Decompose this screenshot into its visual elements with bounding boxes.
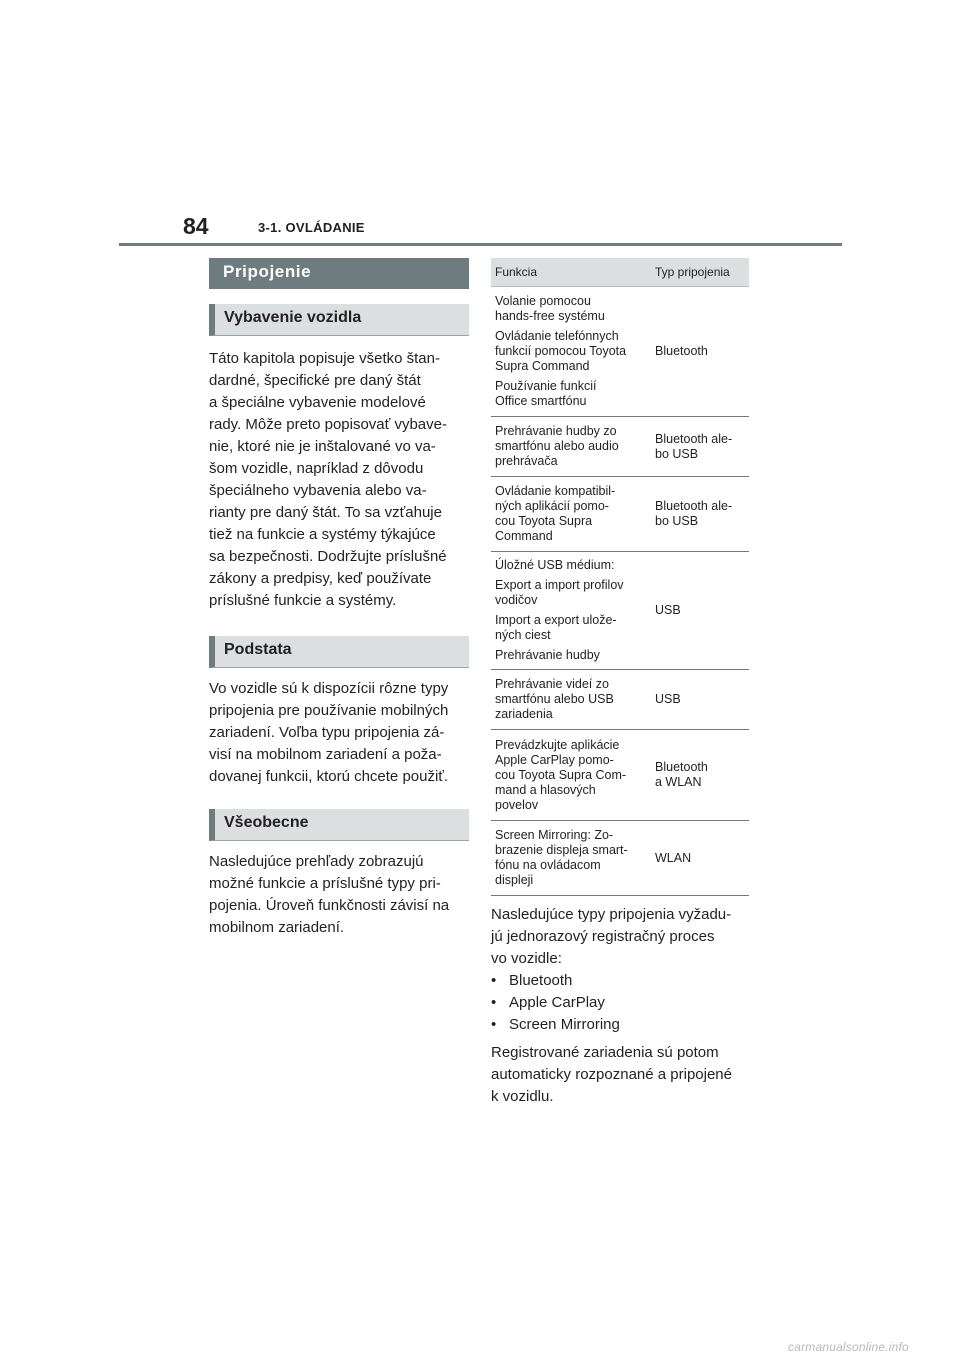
function-item — [495, 379, 647, 409]
function-cell — [491, 730, 651, 821]
table-row — [491, 477, 749, 552]
cell-text: Supra Command — [495, 359, 590, 373]
table-row — [491, 730, 749, 821]
cell-text: Export a import profilov — [495, 578, 624, 592]
cell-text: Screen Mirroring: Zo- — [495, 828, 614, 842]
cell-text: povelov — [495, 797, 539, 812]
text-line: Táto kapitola popisuje všetko štan- — [209, 350, 440, 367]
cell-text: Prehrávanie hudby zo — [495, 424, 617, 438]
cell-text: Office smartfónu — [495, 394, 587, 408]
table-row — [491, 670, 749, 730]
cell-text: Bluetooth ale- — [655, 431, 733, 446]
text-line: automaticky rozpoznané a pripojené — [491, 1066, 732, 1083]
cell-text: USB — [655, 692, 681, 706]
function-item — [495, 613, 647, 643]
connection-type-cell — [651, 287, 749, 417]
list-item-text: Screen Mirroring — [509, 1016, 620, 1033]
text-line: možné funkcie a príslušné typy pri- — [209, 875, 441, 892]
text-line: pojenia. Úroveň funkčnosti závisí na — [209, 897, 450, 914]
section-label: 3-1. OVLÁDANIE — [258, 220, 365, 235]
cell-text: WLAN — [655, 850, 692, 865]
cell-text: Prehrávanie videí zo — [495, 677, 609, 691]
paragraph-vseobecne — [209, 851, 469, 939]
paragraph-podstata — [209, 678, 469, 788]
function-cell — [491, 821, 651, 896]
text-line: zariadení. Voľba typu pripojenia zá- — [209, 724, 445, 741]
function-item — [495, 329, 647, 374]
connection-type-list — [491, 970, 749, 1036]
cell-text: mand a hlasových — [495, 782, 596, 797]
cell-text: Bluetooth ale- — [655, 499, 733, 513]
text-line: šom vozidle, napríklad z dôvodu — [209, 460, 424, 477]
cell-text: Ovládanie kompatibil- — [495, 484, 616, 498]
text-line: príslušné funkcie a systémy. — [209, 592, 397, 609]
cell-text: prehrávača — [495, 454, 558, 468]
chapter-banner: Pripojenie — [209, 258, 469, 289]
cell-text: fónu na ovládacom — [495, 858, 601, 872]
cell-text: Bluetooth — [655, 344, 708, 358]
cell-text: ných ciest — [495, 628, 551, 642]
cell-text: funkcií pomocou Toyota — [495, 344, 627, 358]
text-line: pripojenia pre používanie mobilných — [209, 702, 449, 719]
right-column — [491, 258, 749, 1108]
connection-type-cell — [651, 730, 749, 821]
cell-text: vodičov — [495, 593, 538, 607]
table-row — [491, 417, 749, 477]
cell-text: Úložné USB médium: — [495, 558, 615, 572]
cell-text: Command — [495, 529, 553, 543]
cell-text: a WLAN — [655, 775, 702, 789]
column-header-function: Funkcia — [491, 258, 651, 287]
table-row — [491, 552, 749, 670]
text-line: visí na mobilnom zariadení a poža- — [209, 746, 442, 763]
cell-text: Import a export ulože- — [495, 613, 617, 627]
cell-text: Apple CarPlay pomo- — [495, 752, 614, 767]
bullet-marker: • — [491, 1016, 497, 1033]
table-header-row — [491, 258, 749, 287]
text-line: jú jednorazový registračný proces — [491, 928, 715, 945]
text-line: dardné, špecifické pre daný štát — [209, 372, 421, 389]
cell-text: hands-free systému — [495, 309, 605, 323]
text-line: vo vozidle: — [491, 950, 562, 967]
connection-type-cell — [651, 670, 749, 730]
cell-text: Prevádzkujte aplikácie — [495, 737, 620, 752]
heading-podstata: Podstata — [209, 636, 469, 668]
cell-text: USB — [655, 603, 681, 617]
bullet-marker: • — [491, 972, 497, 989]
cell-text: Bluetooth — [655, 760, 708, 774]
text-line: špeciálneho vybavenia alebo va- — [209, 482, 427, 499]
text-line: Nasledujúce prehľady zobrazujú — [209, 853, 424, 870]
function-cell — [491, 477, 651, 552]
text-line: nie, ktoré nie je inštalované vo va- — [209, 438, 436, 455]
cell-text: brazenie displeja smart- — [495, 843, 628, 857]
text-line: Vo vozidle sú k dispozícii rôzne typy — [209, 680, 449, 697]
text-line: sa bezpečnosti. Dodržujte príslušné — [209, 548, 447, 565]
registration-outro — [491, 1042, 749, 1108]
heading-vybavenie-vozidla: Vybavenie vozidla — [209, 304, 469, 336]
left-column — [209, 258, 469, 939]
cell-text: bo USB — [655, 446, 699, 461]
text-line: rady. Môže preto popisovať vybave- — [209, 416, 447, 433]
list-item — [491, 992, 749, 1014]
cell-text: ných aplikácií pomo- — [495, 499, 609, 513]
text-line: zákony a predpisy, keď používate — [209, 570, 432, 587]
cell-text: Volanie pomocou — [495, 294, 591, 308]
list-item-text: Apple CarPlay — [509, 994, 605, 1011]
cell-text: cou Toyota Supra Com- — [495, 767, 627, 782]
text-line: rianty pre daný štát. To sa vzťahuje — [209, 504, 442, 521]
function-cell — [491, 417, 651, 477]
cell-text: Používanie funkcií — [495, 379, 597, 393]
cell-text: Prehrávanie hudby — [495, 648, 600, 662]
table-row — [491, 821, 749, 896]
function-item — [495, 294, 647, 324]
connection-type-cell — [651, 477, 749, 552]
bullet-marker: • — [491, 994, 497, 1011]
cell-text: displeji — [495, 873, 534, 887]
page-number: 84 — [183, 213, 209, 239]
text-line: Registrované zariadenia sú potom — [491, 1044, 719, 1061]
text-line: tiež na funkcie a systémy týkajúce — [209, 526, 436, 543]
function-cell — [491, 287, 651, 417]
function-cell — [491, 552, 651, 670]
heading-vseobecne: Všeobecne — [209, 809, 469, 841]
list-item-text: Bluetooth — [509, 972, 573, 989]
column-header-connection-type: Typ pripojenia — [651, 258, 749, 287]
function-item — [495, 558, 647, 573]
cell-text: smartfónu alebo USB — [495, 692, 614, 706]
cell-text: Ovládanie telefónnych — [495, 329, 619, 343]
registration-intro — [491, 904, 749, 970]
list-item — [491, 970, 749, 992]
cell-text: cou Toyota Supra — [495, 514, 593, 528]
text-line: Nasledujúce typy pripojenia vyžadu- — [491, 906, 732, 923]
function-item — [495, 578, 647, 608]
connection-table — [491, 258, 749, 896]
function-item — [495, 648, 647, 663]
text-line: a špeciálne vybavenie modelové — [209, 394, 426, 411]
list-item — [491, 1014, 749, 1036]
cell-text: bo USB — [655, 514, 699, 528]
function-cell — [491, 670, 651, 730]
watermark: carmanualsonline.info — [788, 1340, 909, 1354]
table-row — [491, 287, 749, 417]
cell-text: smartfónu alebo audio — [495, 439, 619, 453]
text-line: dovanej funkcii, ktorú chcete použiť. — [209, 768, 449, 785]
header-rule — [119, 243, 842, 246]
connection-type-cell — [651, 417, 749, 477]
connection-type-cell — [651, 821, 749, 896]
cell-text: zariadenia — [495, 707, 553, 721]
connection-type-cell — [651, 552, 749, 670]
paragraph-vybavenie — [209, 348, 469, 612]
text-line: mobilnom zariadení. — [209, 919, 345, 936]
text-line: k vozidlu. — [491, 1088, 554, 1105]
